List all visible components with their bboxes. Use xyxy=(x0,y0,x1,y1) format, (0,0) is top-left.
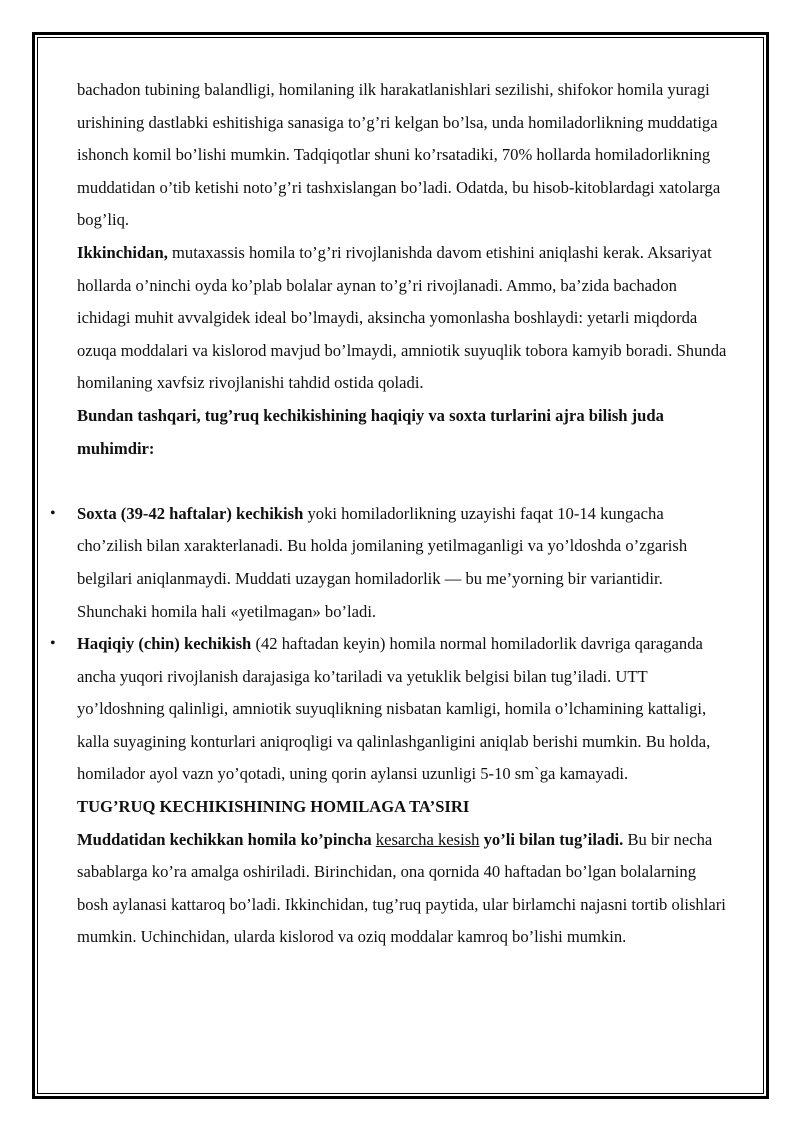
paragraph-intro: bachadon tubining balandligi, homilaning ilk harakatlanishlari sezilishi, shifokor homila yuragi urishining dastlabki eshitishiga sanasiga to’g’ri kelgan bo’lsa, unda homiladorlikning muddatiga ishonch komil bo’lishi mumkin. Tadqiqotlar shuni ko’rsatadiki, 70% hollarda homiladorlikning muddatidan o’tib ketishi noto’g’ri tashxislangan bo’ladi. Odatda, bu hisob-kitoblardagi xatolarga bog’liq. xyxy=(77,80,721,230)
link-kesarcha-kesish[interactable]: kesarcha kesish xyxy=(375,829,480,849)
paragraph-second-text: mutaxassis homila to’g’ri rivojlanishda davom etishini aniqlashi kerak. Aksariyat hollarda o’ninchi oyda ko’plab bolalar aynan to’g’ri rivojlanadi. Ammo, ba’zida bachadon ichidagi muhit avvalgidek ideal bo’lmaydi, aksincha yomonlasha boshlaydi: yetarli miqdorda ozuqa moddalari va kislorod mavjud bo’lmaydi, amniotik suyuqlik tobora kamyib boradi. Shunda homilaning xavfsiz rivojlanishi tahdid ostida qoladi. xyxy=(77,242,727,393)
paragraph-last-text: Bu bir necha sabablarga ko’ra amalga oshiriladi. Birinchidan, ona qornida 40 haftadan bo’lgan bolalarning bosh aylanasi kattaroq bo’ladi. Ikkinchidan, tug’ruq paytida, ular birlamchi najasni tortib olishlari mumkin. Uchinchidan, ularda kislorod va oziq moddalar kamroq bo’lishi mumkin. xyxy=(77,829,726,947)
document-body xyxy=(77,74,727,954)
list-item-title: Soxta (39-42 haftalar) kechikish xyxy=(77,503,304,523)
section-heading-text: TUG’RUQ KECHIKISHINING HOMILAGA TA’SIRI xyxy=(77,797,470,817)
paragraph-last-bold-end: yo’li bilan tug’iladi. xyxy=(479,829,624,849)
list-item-text: (42 haftadan keyin) homila normal homiladorlik davriga qaraganda ancha yuqori rivojlanish darajasiga ko’tariladi va yetuklik belgisi bilan tug’iladi. UTT yo’ldoshning qalinligi, amniotik suyuqlikning nisbatan kamligi, homila o’lchamining kattaligi, kalla suyagining konturlari aniqroqligi va qalinlashganligini aniqlab berishi mumkin. Bu holda, homilador ayol vazn yo’qotadi, uning qorin aylansi uzunligi 5-10 sm`ga kamayadi. xyxy=(77,634,711,784)
paragraph-second xyxy=(77,237,727,400)
list-item xyxy=(77,628,727,791)
paragraph-bold-intro-text: Bundan tashqari, tug’ruq kechikishining haqiqiy va soxta turlarini ajra bilish juda muhimdir: xyxy=(77,405,664,458)
paragraph-last-bold-start: Muddatidan kechikkan homila ko’pincha xyxy=(77,829,376,849)
list-item xyxy=(77,498,727,628)
paragraph-bold-intro xyxy=(77,400,727,465)
list-item-text: yoki homiladorlikning uzayishi faqat 10-14 kungacha cho’zilish bilan xarakterlanadi. Bu holda jomilaning yetilmaganligi va yo’ldoshda o’zgarish belgilari aniqlanmaydi. Muddati uzaygan homiladorlik — bu me’yorning bir variantidir. Shunchaki homila hali «yetilmagan» bo’ladi. xyxy=(77,503,688,621)
bullet-list xyxy=(77,498,727,791)
section-heading xyxy=(77,791,727,824)
paragraph-second-lead: Ikkinchidan, xyxy=(77,242,168,262)
spacer xyxy=(77,465,727,498)
list-item-title: Haqiqiy (chin) kechikish xyxy=(77,634,252,654)
paragraph-last xyxy=(77,824,727,954)
